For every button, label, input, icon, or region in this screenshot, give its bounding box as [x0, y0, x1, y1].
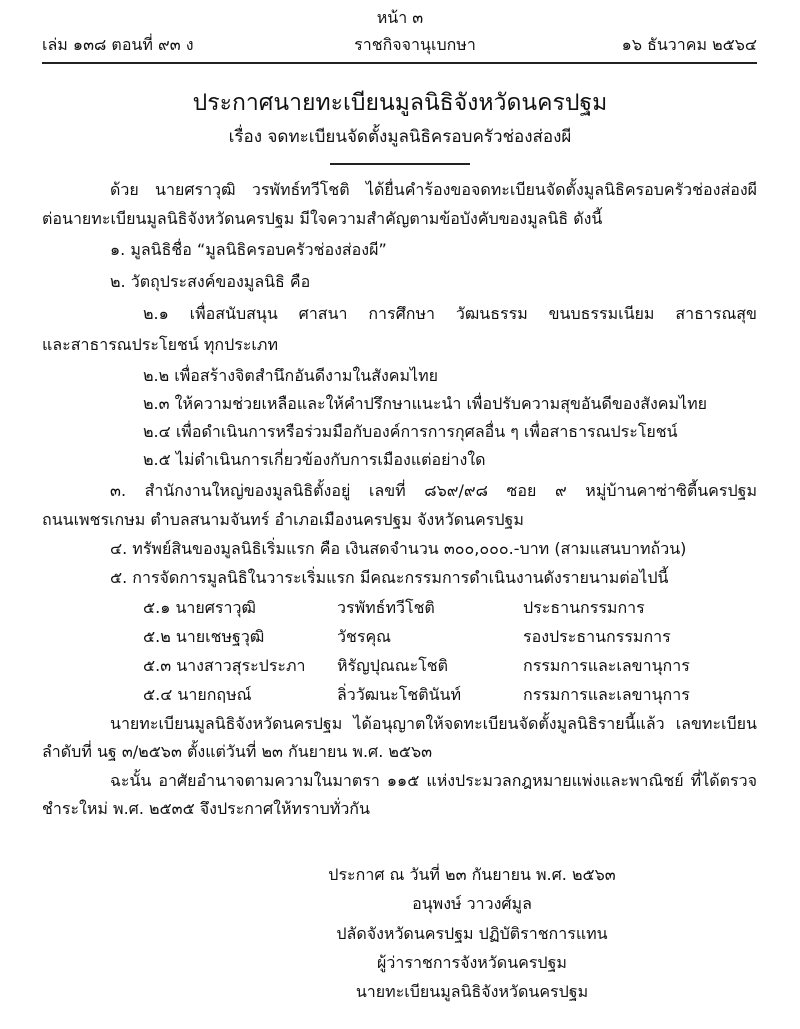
committee-role: กรรมการและเลขานุการ [523, 656, 690, 675]
gazette-volume: เล่ม ๑๓๘ ตอนที่ ๙๓ ง [42, 35, 194, 54]
item-2-5: ๒.๕ ไม่ดำเนินการเกี่ยวข้องกับการเมืองแต่อย่างใด [143, 450, 486, 469]
committee-given-name: นายกฤษณ์ [177, 685, 252, 704]
closing-line-1: ฉะนั้น อาศัยอำนาจตามความในมาตรา ๑๑๕ แห่งประมวลกฎหมายแพ่งและพาณิชย์ ที่ได้ตรวจ [110, 771, 757, 790]
item-3-line-1: ๓. สำนักงานใหญ่ของมูลนิธิตั้งอยู่ เลขที่ ๘๖๙/๙๘ ซอย ๙ หมู่บ้านคาซ่าซิตี้นครปฐม [110, 481, 757, 500]
committee-given-name: นายเชษฐวุฒิ [175, 627, 265, 646]
committee-no: ๕.๑ [143, 598, 171, 617]
item-2-2: ๒.๒ เพื่อสร้างจิตสำนึกอันดีงามในสังคมไทย [143, 366, 439, 385]
committee-name [143, 596, 256, 620]
committee-row [0, 625, 800, 649]
item-2: ๒. วัตถุประสงค์ของมูลนิธิ คือ [110, 272, 311, 291]
title-divider [330, 163, 470, 165]
item-2-1-line-1: ๒.๑ เพื่อสนับสนุน ศาสนา การศึกษา วัฒนธรรม ขนบธรรมเนียม สาธารณสุข [143, 304, 757, 323]
approval-line-2: ลำดับที่ นฐ ๓/๒๕๖๓ ตั้งแต่วันที่ ๒๓ กันยายน พ.ศ. ๒๕๖๓ [42, 742, 433, 761]
signatory-position-3: นายทะเบียนมูลนิธิจังหวัดนครปฐม [355, 982, 589, 1001]
item-3-line-2: ถนนเพชรเกษม ตำบลสนามจันทร์ อำเภอเมืองนครปฐม จังหวัดนครปฐม [42, 510, 524, 529]
committee-surname: วัชรคุณ [337, 627, 391, 646]
committee-name [143, 625, 264, 649]
committee-name [143, 654, 306, 678]
committee-name [143, 683, 251, 707]
intro-line-2: ต่อนายทะเบียนมูลนิธิจังหวัดนครปฐม มีใจความสำคัญตามข้อบังคับของมูลนิธิ ดังนี้ [42, 209, 603, 228]
signatory-position-2: ผู้ว่าราชการจังหวัดนครปฐม [377, 953, 567, 972]
committee-no: ๕.๓ [143, 656, 172, 675]
item-2-4: ๒.๔ เพื่อดำเนินการหรือร่วมมือกับองค์การการกุศลอื่น ๆ เพื่อสาธารณประโยชน์ [143, 422, 678, 441]
committee-surname: วรพัทธ์ทวีโชติ [337, 598, 435, 617]
page-number: หน้า ๓ [376, 8, 424, 27]
committee-role: รองประธานกรรมการ [523, 627, 671, 646]
approval-line-1: นายทะเบียนมูลนิธิจังหวัดนครปฐม ได้อนุญาตให้จดทะเบียนจัดตั้งมูลนิธิรายนี้แล้ว เลขทะเบียน [110, 714, 757, 733]
signatory-position-1: ปลัดจังหวัดนครปฐม ปฏิบัติราชการแทน [336, 924, 608, 943]
document-title: ประกาศนายทะเบียนมูลนิธิจังหวัดนครปฐม [192, 90, 608, 116]
committee-row [0, 683, 800, 707]
signature-date: ประกาศ ณ วันที่ ๒๓ กันยายน พ.ศ. ๒๕๖๓ [328, 865, 616, 884]
committee-no: ๕.๔ [143, 685, 173, 704]
item-2-3: ๒.๓ ให้ความช่วยเหลือและให้คำปรึกษาแนะนำ เพื่อปรับความสุขอันดีของสังคมไทย [143, 394, 708, 413]
committee-given-name: นายศราวุฒิ [175, 598, 256, 617]
gazette-date: ๑๖ ธันวาคม ๒๕๖๔ [621, 35, 757, 54]
item-1: ๑. มูลนิธิชื่อ “มูลนิธิครอบครัวช่องส่องผี” [110, 240, 387, 259]
committee-role: กรรมการและเลขานุการ [523, 685, 690, 704]
intro-line-1: ด้วย นายศราวุฒิ วรพัทธ์ทวีโชติ ได้ยื่นคำร้องขอจดทะเบียนจัดตั้งมูลนิธิครอบครัวช่องส่องผี [110, 180, 757, 199]
signatory-name: อนุพงษ์ วาวงศ์มูล [412, 894, 532, 913]
item-2-1-line-2: และสาธารณประโยชน์ ทุกประเภท [42, 335, 278, 354]
committee-no: ๕.๒ [143, 627, 171, 646]
header-rule [42, 62, 757, 64]
item-4: ๔. ทรัพย์สินของมูลนิธิเริ่มแรก คือ เงินสดจำนวน ๓๐๐,๐๐๐.-บาท (สามแสนบาทถ้วน) [110, 539, 687, 558]
gazette-name: ราชกิจจานุเบกษา [354, 35, 476, 54]
committee-given-name: นางสาวสุระประภา [176, 656, 306, 675]
committee-role: ประธานกรรมการ [523, 598, 645, 617]
committee-surname: หิรัญปุณณะโชติ [337, 656, 449, 675]
item-5: ๕. การจัดการมูลนิธิในวาระเริ่มแรก มีคณะกรรมการดำเนินงานดังรายนามต่อไปนี้ [110, 568, 669, 587]
committee-row [0, 596, 800, 620]
committee-surname: ลิ่ววัฒนะโชตินันท์ [337, 685, 462, 704]
closing-line-2: ชำระใหม่ พ.ศ. ๒๕๓๕ จึงประกาศให้ทราบทั่วกัน [42, 799, 370, 818]
committee-row [0, 654, 800, 678]
document-subject: เรื่อง จดทะเบียนจัดตั้งมูลนิธิครอบครัวช่องส่องผี [228, 127, 572, 147]
